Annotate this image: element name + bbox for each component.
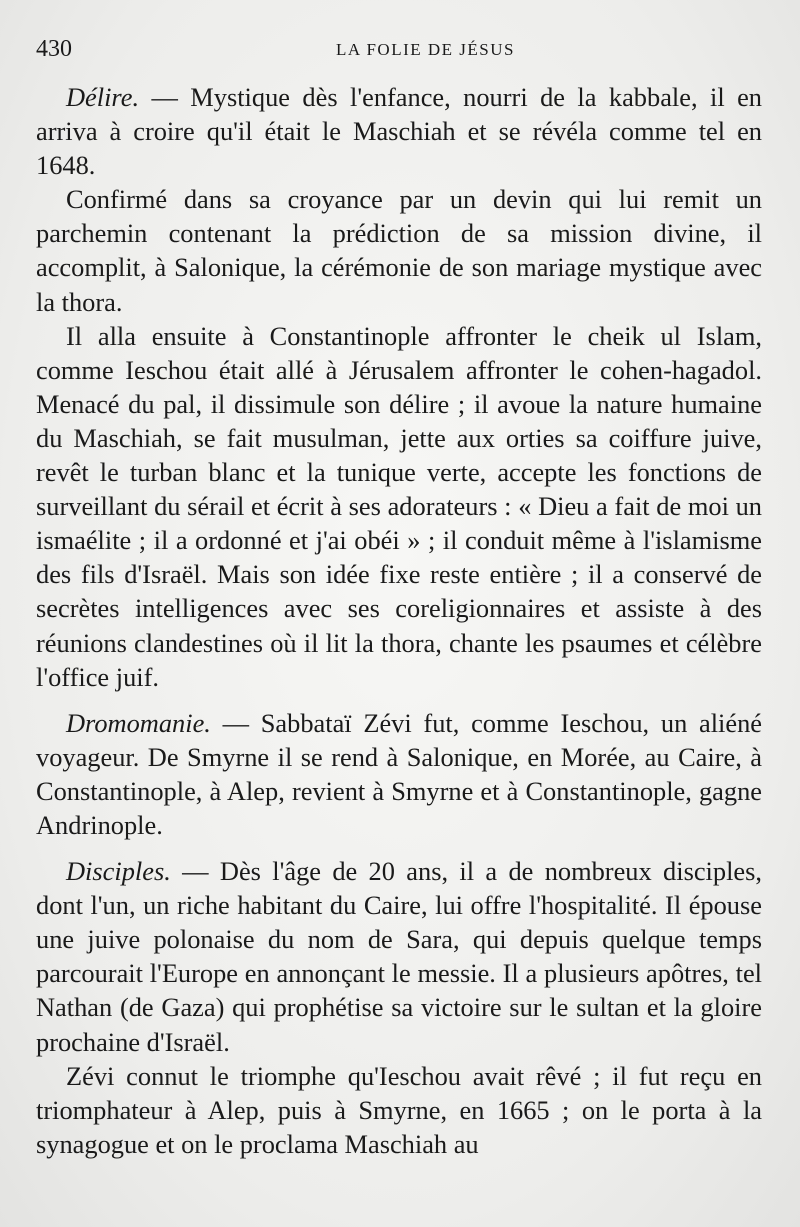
page-header: [36, 36, 760, 66]
body-text: [36, 80, 762, 1161]
paragraph-text: — Dès l'âge de 20 ans, il a de nombreux disciples, dont l'un, un riche habitant du Caire, lui offre l'hospitalité. Il épouse une juive polonaise du nom de Sara, qui depuis quelque temps parcourait l'Europe en annonçant le messie. Il a plusieurs apôtres, tel Nathan (de Gaza) qui prophétise sa victoire sur le sultan et la gloire prochaine d'Israël.: [36, 856, 762, 1057]
page-number: 430: [36, 36, 72, 62]
paragraph-triomphe: [36, 1059, 762, 1161]
paragraph-text: — Sabbataï Zévi fut, comme Ieschou, un aliéné voyageur. De Smyrne il se rend à Salonique, en Morée, au Caire, à Constantinople, à Alep, revient à Smyrne et à Constantinople, gagne Andrinople.: [36, 707, 762, 840]
paragraph-text: Il alla ensuite à Constantinople affronter le cheik ul Islam, comme Ieschou était allé à Jérusalem affronter le cohen-hagadol. Menacé du pal, il dissimule son délire ; il avoue la nature humaine du Maschiah, se fait musulman, jette aux orties sa coiffure juive, revêt le turban blanc et la tunique verte, accepte les fonctions de surveillant du sérail et écrit à ses adorateurs : « Dieu a fait de moi un ismaélite ; il a ordonné et j'ai obéi » ; il conduit même à l'islamisme des fils d'Israël. Mais son idée fixe reste entière ; il a conservé de secrètes intelligences avec ses coreligionnaires et assiste à des réunions clandestines où il lit la thora, chante les psaumes et célèbre l'office juif.: [36, 320, 762, 692]
paragraph-delire: [36, 80, 762, 182]
paragraph-disciples: [36, 854, 762, 1059]
paragraph-constantinople: [36, 319, 762, 694]
running-head: LA FOLIE DE JÉSUS: [336, 40, 515, 59]
section-lead-disciples: Disciples.: [66, 856, 171, 887]
paragraph-dromomanie: [36, 706, 762, 842]
paragraph-confirme: [36, 182, 762, 318]
paragraph-text: — Mystique dès l'enfance, nourri de la kabbale, il en arriva à croire qu'il était le Maschiah et se révéla comme tel en 1648.: [36, 82, 762, 181]
paragraph-text: Confirmé dans sa croyance par un devin qui lui remit un parchemin contenant la prédiction de sa mission divine, il accomplit, à Salonique, la cérémonie de son mariage mystique avec la thora.: [36, 184, 762, 317]
section-lead-dromomanie: Dromomanie.: [66, 707, 211, 738]
paragraph-text: Zévi connut le triomphe qu'Ieschou avait rêvé ; il fut reçu en triomphateur à Alep, puis à Smyrne, en 1665 ; on le porta à la synagogue et on le proclama Maschiah au: [36, 1060, 762, 1159]
section-lead-delire: Délire.: [66, 82, 140, 112]
